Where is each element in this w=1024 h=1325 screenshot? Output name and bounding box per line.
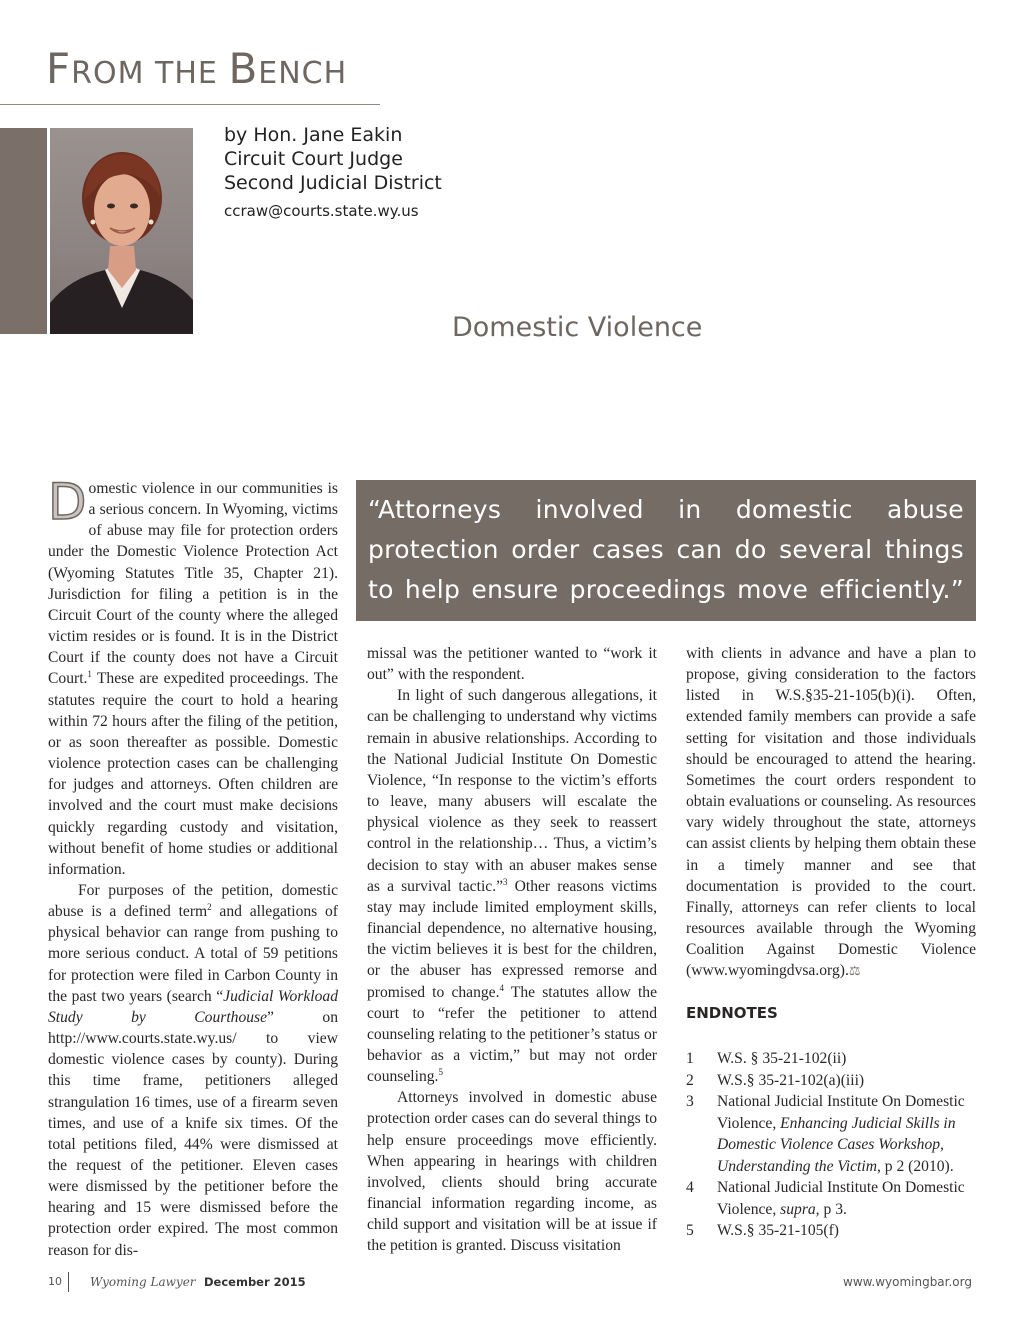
endnote-item: 1 W.S. § 35-21-102(ii) xyxy=(686,1050,847,1067)
article-title: Domestic Violence xyxy=(452,312,703,343)
endnote-item: 3 National Judicial Institute On Domestic Violence, Enhancing Judicial Skills in Domestic Violence Cases Workshop, Understanding the Victim, p 2 (2010). xyxy=(686,1093,965,1175)
article-column-2: missal was the petitioner wanted to “work it out” with the respondent. In light of such dangerous allegations, it can be challenging to understand why victims remain in abusive relationships. According to the National Judicial Institute On Domestic Violence, “In response to the victim’s efforts to leave, many abusers will escalate the physical violence as they seek to reassert control in the relationship… Thus, a victim’s decision to stay with an abuser makes sense as a survival tactic.”$^3$ Other reasons victims stay may include limited employment skills, financial dependence, no alternative housing, the victim believes it is best for the children, or the abuser has expressed remorse and promised to change.$^4$ The statutes allow the court to “refer the petitioner to attend counseling relating to the petitioner’s status or behavior as a victim,” but may not order counseling.$^5$ Attorneys involved in domestic abuse protection order cases can do several things to help ensure proceedings move efficiently. When appearing in hearings with children involved, clients should bring accurate financial information regarding income, as child support and visitation will be at issue if the petition is granted. Discuss visitation xyxy=(367,645,657,1255)
article-column-3: with clients in advance and have a plan to propose, giving consideration to the factors listed in W.S.§35-21-105(b)(i). Often, extended family members can provide a safe setting for visitation and those individuals should be encouraged to attend the hearing. Sometimes the court orders respondent to obtain evaluations or counseling. As resources vary widely throughout the state, attorneys can assist clients by helping them obtain these in a timely manner and see that documentation is provided to the court. Finally, attorneys can refer clients to local resources available through the Wyoming Coalition Against Domestic Violence (www.wyomingdvsa.org).⚖ xyxy=(686,645,976,980)
publication-name: Wyoming Lawyer xyxy=(90,1275,196,1289)
pull-quote-box xyxy=(356,480,976,621)
author-district: Second Judicial District xyxy=(224,172,442,194)
drop-cap: D xyxy=(48,473,87,531)
accent-bar xyxy=(0,128,47,334)
author-position: Circuit Court Judge xyxy=(224,148,403,170)
author-email-link[interactable]: ccraw@courts.state.wy.us xyxy=(224,202,419,220)
endnote-item: 5 W.S.§ 35-21-105(f) xyxy=(686,1222,839,1239)
author-byline: by Hon. Jane Eakin xyxy=(224,124,403,146)
issue-date: December 2015 xyxy=(204,1275,306,1289)
endnotes-heading: ENDNOTES xyxy=(686,1004,778,1022)
page-number: 10 xyxy=(48,1275,62,1288)
end-of-article-mark: ⚖ xyxy=(848,963,861,979)
endnotes-list xyxy=(686,1048,978,1242)
endnote-item: 4 National Judicial Institute On Domestic Violence, supra, p 3. xyxy=(686,1179,965,1218)
article-column-1: Domestic violence in our communities is a serious concern. In Wyoming, victims of abuse may file for protection orders under the Domestic Violence Protection Act (Wyoming Statutes Title 35, Chapter 21). Jurisdiction for filing a petition is in the Circuit Court of the county where the alleged victim resides or is found. It is in the District Court if the county does not have a Circuit Court.$^1$ These are expedited proceedings. The statutes require the court to hold a hearing within 72 hours after the filing of the petition, or as soon thereafter as possible. Domestic violence protection cases can be challenging for judges and attorneys. Often children are involved and the court must make decisions quickly regarding custody and visitation, without benefit of home studies or additional information. For purposes of the petition, domestic abuse is a defined term$^2$ and allegations of physical behavior can range from pushing to more serious conduct. A total of 59 petitions for protection were filed in Carbon County in the past two years (search “Judicial Workload Study by Courthouse” on http://www.courts.state.wy.us/ to view domestic violence cases by county). During this time frame, petitioners alleged strangulation 16 times, use of a firearm seven times, and use of a knife six times. Of the total petitions filed, 44% were dismissed at the request of the petitioner. Eleven cases were dismissed by the petitioner before the hearing and 15 were dismissed before the protection order expired. The most common reason for dis- xyxy=(48,473,339,1259)
section-title: FROM THE BENCH xyxy=(46,44,348,93)
author-photo xyxy=(50,128,193,334)
endnote-item: 2 W.S.§ 35-21-102(a)(iii) xyxy=(686,1071,865,1089)
pull-quote-text: “Attorneys involved in domestic abuse protection order cases can do several things to help ensure proceedings move efficiently.” xyxy=(368,495,964,604)
portrait-illustration xyxy=(50,128,193,334)
footer-divider xyxy=(68,1272,69,1292)
header-rule xyxy=(0,104,380,105)
website-link[interactable]: www.wyomingbar.org xyxy=(843,1275,972,1289)
